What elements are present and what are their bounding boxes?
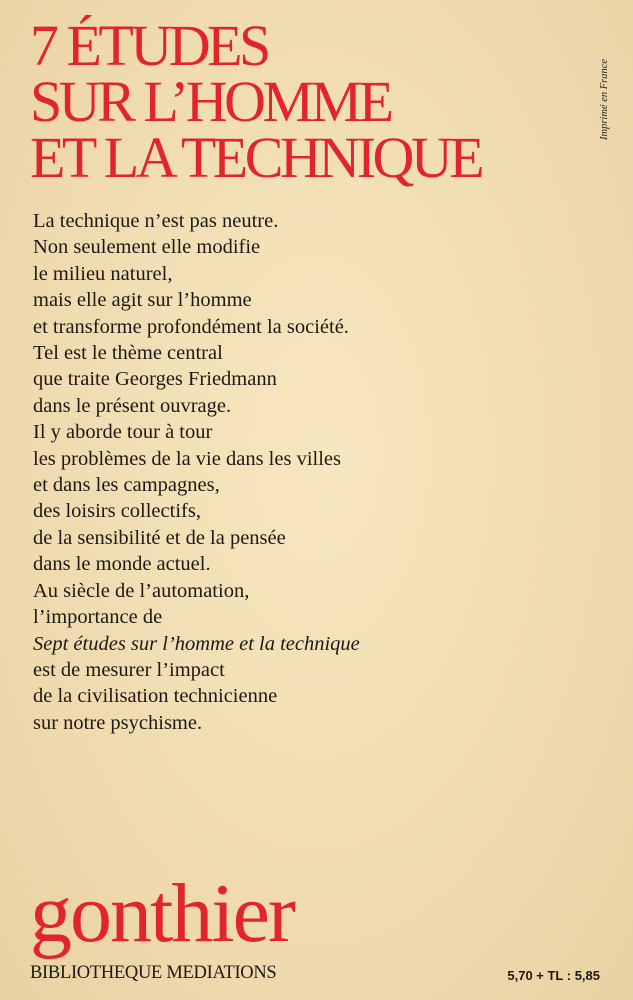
blurb-line: et dans les campagnes, [33, 474, 220, 497]
blurb-line: dans le monde actuel. [33, 553, 211, 576]
blurb-line: Il y aborde tour à tour [33, 421, 213, 444]
blurb-line: de la civilisation technicienne [33, 685, 278, 708]
collection-name: BIBLIOTHEQUE MEDIATIONS [30, 963, 277, 983]
blurb-line: et transforme profondément la société. [33, 315, 349, 338]
publisher-logo: gonthier [30, 867, 294, 960]
title-line: 7 ÉTUDES [30, 13, 268, 78]
title-line: SUR L’HOMME [30, 69, 391, 134]
blurb-line: dans le présent ouvrage. [33, 394, 232, 417]
blurb-line: de la sensibilité et de la pensée [33, 526, 286, 549]
blurb-line: mais elle agit sur l’homme [33, 289, 252, 312]
blurb-line: des loisirs collectifs, [33, 500, 201, 523]
cover-title [30, 13, 482, 190]
blurb-text [33, 208, 360, 736]
blurb-line: les problèmes de la vie dans les villes [33, 447, 341, 470]
blurb-line: La technique n’est pas neutre. [33, 210, 279, 232]
blurb-line: Non seulement elle modifie [33, 236, 261, 259]
price-label: 5,70 + TL : 5,85 [507, 968, 600, 983]
blurb-line: le milieu naturel, [33, 262, 173, 285]
blurb-line-book-title: Sept études sur l’homme et la technique [33, 632, 360, 655]
blurb-line: l’importance de [33, 606, 163, 629]
blurb-line: que traite Georges Friedmann [33, 368, 277, 391]
blurb-line: Au siècle de l’automation, [33, 579, 250, 602]
printed-in-france-note: Imprimé en France [599, 58, 610, 140]
blurb-line: Tel est le thème central [33, 342, 223, 365]
blurb-line: sur notre psychisme. [33, 711, 203, 734]
title-line: ET LA TECHNIQUE [30, 125, 482, 190]
blurb-line: est de mesurer l’impact [33, 658, 225, 681]
